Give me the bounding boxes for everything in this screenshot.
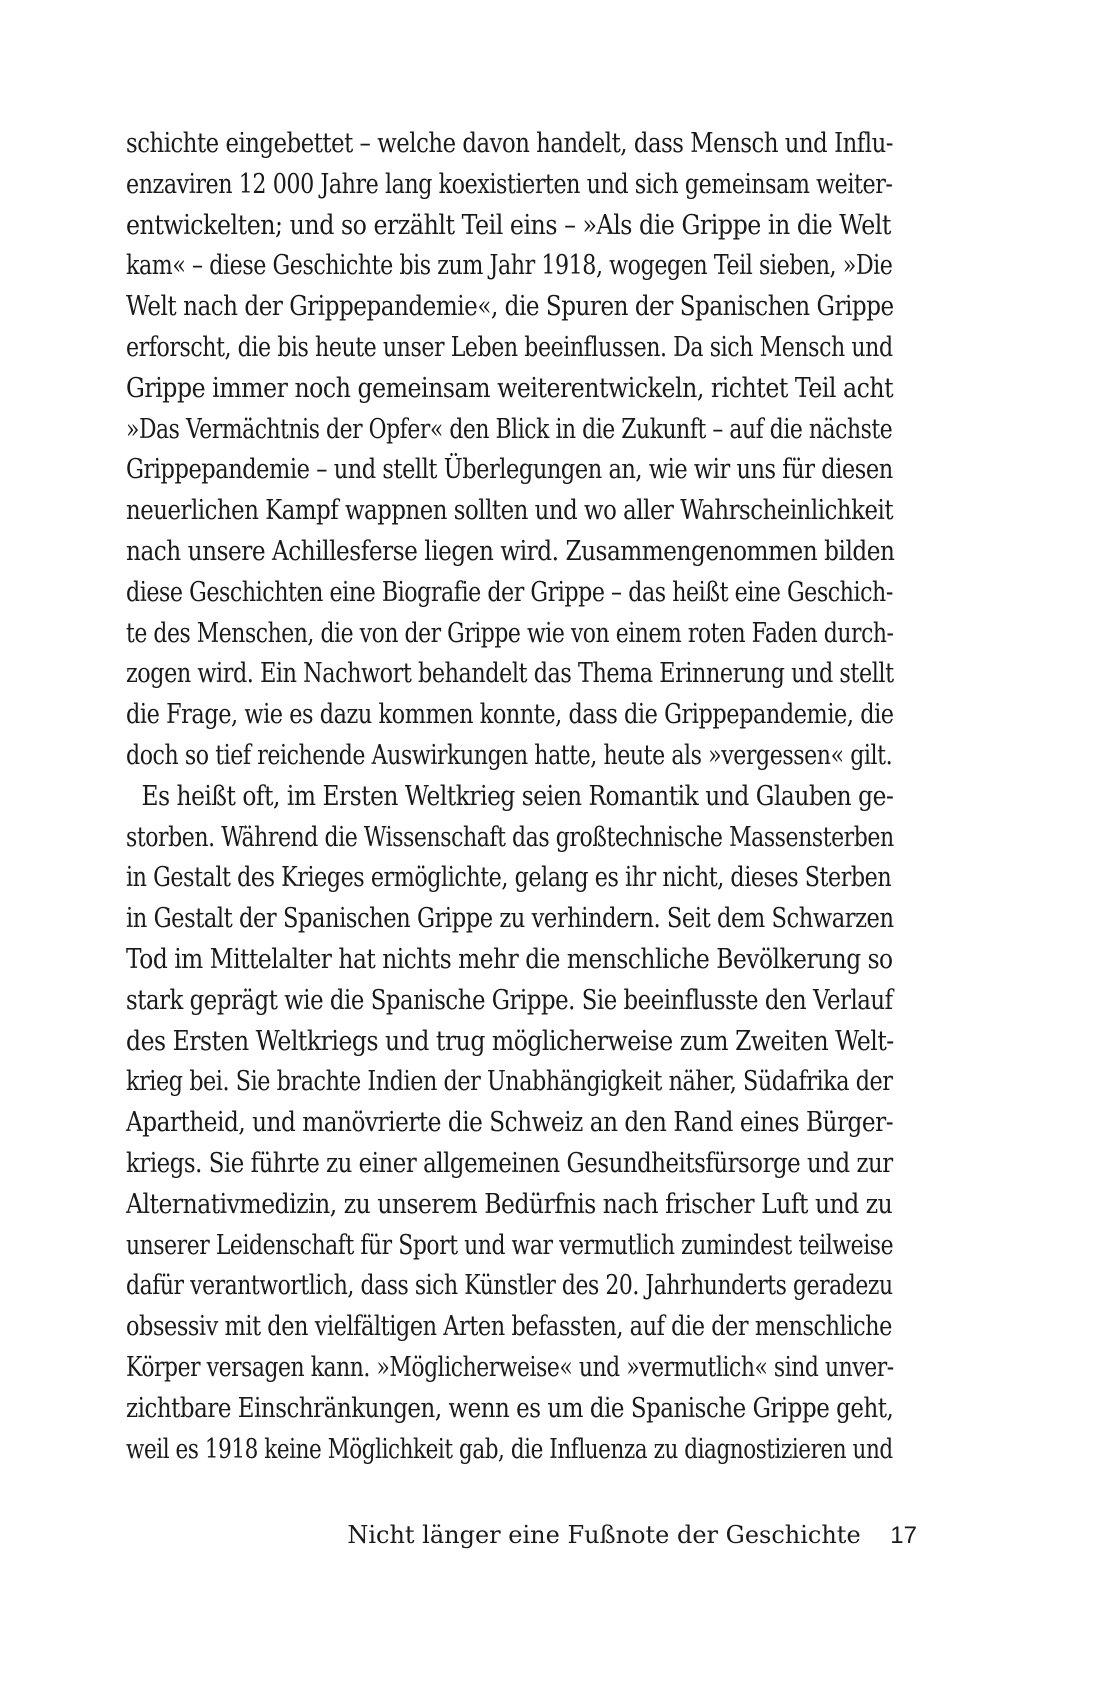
- text-line: Apartheid, und manövrierte die Schweiz an den Rand eines Bürger-: [126, 1107, 894, 1139]
- text-line: Es heißt oft, im Ersten Weltkrieg seien Romantik und Glauben ge-: [141, 780, 894, 812]
- text-line: weil es 1918 keine Möglichkeit gab, die Influenza zu diagnostizieren und: [126, 1433, 893, 1465]
- text-line: Tod im Mittelalter hat nichts mehr die menschliche Bevölkerung so: [126, 943, 893, 975]
- paragraph-1: [126, 124, 923, 777]
- page-number: 17: [890, 1522, 917, 1549]
- text-line: dafür verantwortlich, dass sich Künstler des 20. Jahrhunderts geradezu: [126, 1270, 893, 1302]
- text-line: in Gestalt des Krieges ermöglichte, gelang es ihr nicht, dieses Sterben: [126, 862, 892, 894]
- text-line: Körper versagen kann. »Möglicherweise« und »vermutlich« sind unver-: [126, 1351, 894, 1383]
- text-line: Grippepandemie – und stellt Überlegungen an, wie wir uns für diesen: [126, 454, 893, 486]
- text-line: te des Menschen, die von der Grippe wie von einem roten Faden durch-: [126, 617, 894, 649]
- text-line: obsessiv mit den vielfältigen Arten befassten, auf die der menschliche: [126, 1311, 892, 1343]
- text-line: in Gestalt der Spanischen Grippe zu verhindern. Seit dem Schwarzen: [126, 903, 894, 935]
- text-line: zichtbare Einschränkungen, wenn es um die Spanische Grippe geht,: [126, 1392, 894, 1424]
- text-line: kriegs. Sie führte zu einer allgemeinen Gesundheitsfürsorge und zur: [126, 1147, 893, 1179]
- text-line: krieg bei. Sie brachte Indien der Unabhängigkeit näher, Südafrika der: [126, 1066, 893, 1098]
- text-line: doch so tief reichende Auswirkungen hatte, heute als »vergessen« gilt.: [126, 739, 893, 771]
- text-line: Welt nach der Grippepandemie«, die Spuren der Spanischen Grippe: [126, 291, 894, 323]
- text-line: diese Geschichten eine Biografie der Grippe – das heißt eine Geschich-: [126, 576, 893, 608]
- text-line: entwickelten; und so erzählt Teil eins – »Als die Grippe in die Welt: [126, 209, 891, 241]
- text-line: zogen wird. Ein Nachwort behandelt das Thema Erinnerung und stellt: [126, 658, 894, 690]
- text-line: kam« – diese Geschichte bis zum Jahr 1918, wogegen Teil sieben, »Die: [126, 250, 893, 282]
- text-line: nach unsere Achillesferse liegen wird. Zusammengenommen bilden: [126, 535, 895, 567]
- text-line: schichte eingebettet – welche davon handelt, dass Mensch und Influ-: [126, 128, 894, 159]
- page-footer: [347, 1518, 917, 1553]
- body-text: [126, 124, 923, 1470]
- running-title: Nicht länger eine Fußnote der Geschichte: [347, 1521, 861, 1549]
- text-line: Grippe immer noch gemeinsam weiterentwickeln, richtet Teil acht: [126, 372, 894, 404]
- text-line: unserer Leidenschaft für Sport und war vermutlich zumindest teilweise: [126, 1229, 894, 1261]
- text-line: storben. Während die Wissenschaft das großtechnische Massensterben: [126, 821, 894, 853]
- text-line: neuerlichen Kampf wappnen sollten und wo aller Wahrscheinlichkeit: [126, 495, 894, 527]
- text-line: »Das Vermächtnis der Opfer« den Blick in die Zukunft – auf die nächste: [126, 413, 893, 445]
- text-line: Alternativmedizin, zu unserem Bedürfnis nach frischer Luft und zu: [126, 1188, 893, 1220]
- text-line: des Ersten Weltkriegs und trug möglicherweise zum Zweiten Welt-: [126, 1025, 894, 1057]
- text-line: erforscht, die bis heute unser Leben beeinflussen. Da sich Mensch und: [126, 331, 893, 363]
- text-line: die Frage, wie es dazu kommen konnte, dass die Grippepandemie, die: [126, 699, 894, 731]
- text-line: enzaviren 12 000 Jahre lang koexistierten und sich gemeinsam weiter-: [126, 168, 893, 200]
- paragraph-2: [126, 777, 923, 1471]
- text-line: stark geprägt wie die Spanische Grippe. Sie beeinflusste den Verlauf: [126, 984, 893, 1016]
